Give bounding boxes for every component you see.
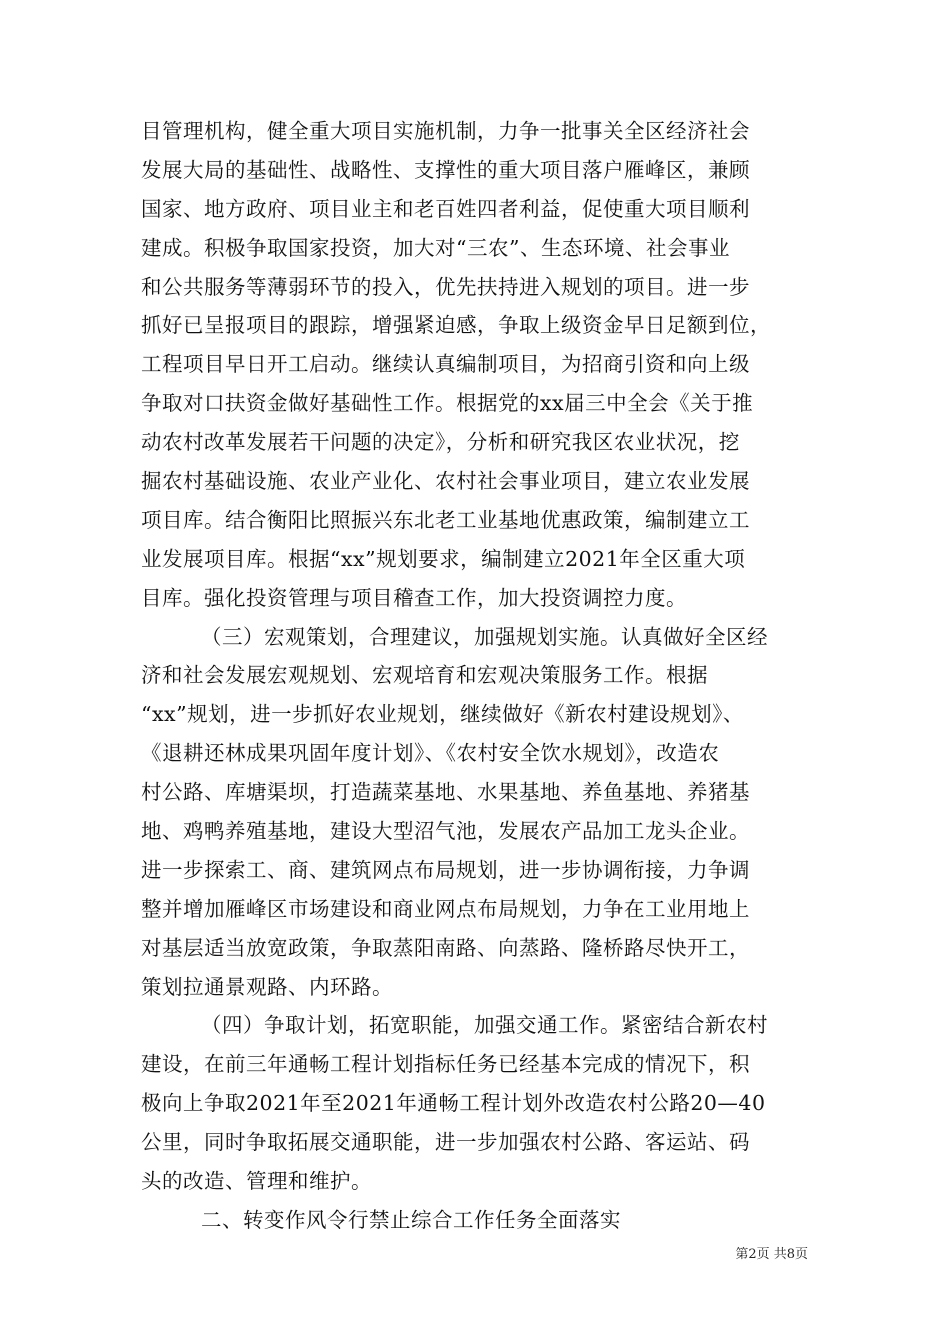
- text-line: 建成。积极争取国家投资，加大对“三农”、生态环境、社会事业: [141, 235, 730, 260]
- text-line: 整并增加雁峰区市场建设和商业网点布局规划，力争在工业用地上: [141, 896, 750, 921]
- text-line: 建设，在前三年通畅工程计划指标任务已经基本完成的情况下，积: [141, 1052, 750, 1077]
- paragraph-start-line: （三）宏观策划，合理建议，加强规划实施。认真做好全区经: [201, 624, 768, 649]
- text-line: 济和社会发展宏观规划、宏观培育和宏观决策服务工作。根据: [141, 663, 708, 688]
- text-line: 地、鸡鸭养殖基地，建设大型沼气池，发展农产品加工龙头企业。: [141, 819, 750, 844]
- text-line: 进一步探索工、商、建筑网点布局规划，进一步协调衔接，力争调: [141, 857, 750, 882]
- text-line: 头的改造、管理和维护。: [141, 1169, 372, 1194]
- page-number: 第2页 共8页: [735, 1247, 808, 1262]
- text-line: 目库。强化投资管理与项目稽查工作，加大投资调控力度。: [141, 585, 687, 610]
- text-line: 极向上争取2021年至2021年通畅工程计划外改造农村公路20—40: [141, 1091, 766, 1116]
- text-line: 争取对口扶资金做好基础性工作。根据党的xx届三中全会《关于推: [141, 391, 754, 416]
- text-line: 策划拉通景观路、内环路。: [141, 974, 393, 999]
- text-line: 业发展项目库。根据“xx”规划要求，编制建立2021年全区重大项: [141, 546, 746, 571]
- text-line: “xx”规划，进一步抓好农业规划，继续做好《新农村建设规划》、: [141, 702, 744, 727]
- text-line: 动农村改革发展若干问题的决定》，分析和研究我区农业状况，挖: [141, 430, 740, 455]
- text-line: 项目库。结合衡阳比照振兴东北老工业基地优惠政策，编制建立工: [141, 507, 750, 532]
- text-line: 国家、地方政府、项目业主和老百姓四者利益，促使重大项目顺利: [141, 196, 750, 221]
- text-line: 发展大局的基础性、战略性、支撑性的重大项目落户雁峰区，兼顾: [141, 157, 750, 182]
- text-line: 村公路、库塘渠坝，打造蔬菜基地、水果基地、养鱼基地、养猪基: [141, 780, 750, 805]
- text-line: 掘农村基础设施、农业产业化、农村社会事业项目，建立农业发展: [141, 469, 750, 494]
- text-line: 目管理机构，健全重大项目实施机制，力争一批事关全区经济社会: [141, 119, 750, 143]
- text-line: 和公共服务等薄弱环节的投入，优先扶持进入规划的项目。进一步: [141, 274, 750, 299]
- paragraph-start-line: （四）争取计划，拓宽职能，加强交通工作。紧密结合新农村: [201, 1013, 768, 1038]
- text-line: 《退耕还林成果巩固年度计划》、《农村安全饮水规划》，改造农: [141, 741, 720, 766]
- document-body: [141, 112, 821, 1240]
- section-heading: 二、转变作风令行禁止综合工作任务全面落实: [201, 1207, 621, 1232]
- text-line: 对基层适当放宽政策，争取蒸阳南路、向蒸路、隆桥路尽快开工，: [141, 935, 750, 960]
- text-line: 抓好已呈报项目的跟踪，增强紧迫感，争取上级资金早日足额到位，: [141, 313, 771, 338]
- text-line: 公里，同时争取拓展交通职能，进一步加强农村公路、客运站、码: [141, 1130, 750, 1155]
- text-line: 工程项目早日开工启动。继续认真编制项目，为招商引资和向上级: [141, 352, 750, 377]
